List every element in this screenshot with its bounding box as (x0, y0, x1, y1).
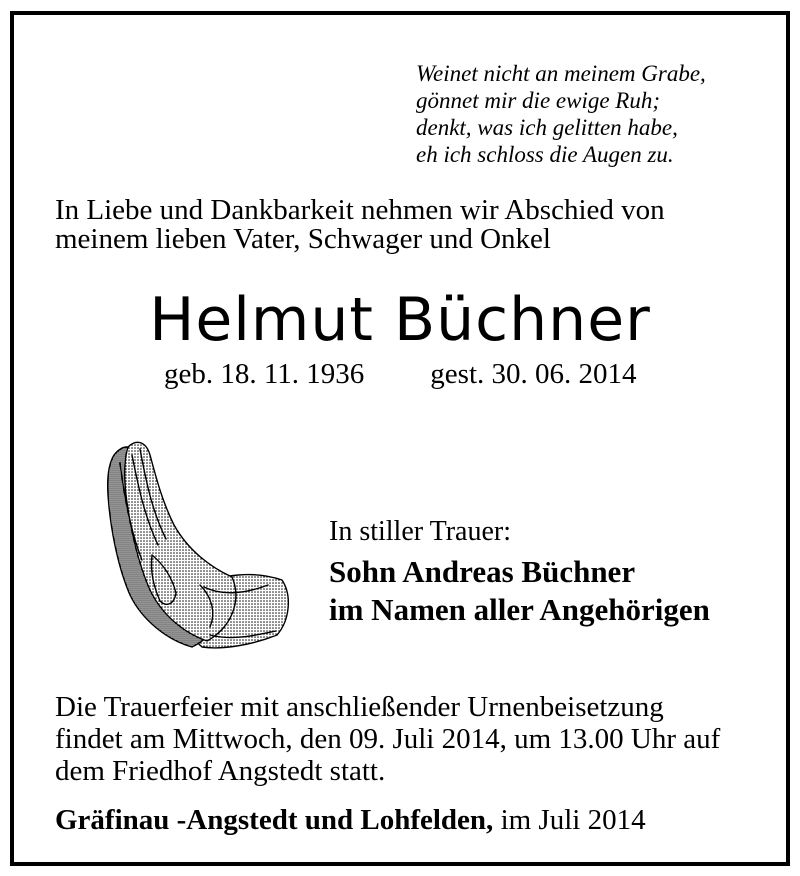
poem-line: eh ich schloss die Augen zu. (416, 142, 674, 167)
intro-line-1: In Liebe und Dankbarkeit nehmen wir Abschied von (55, 194, 665, 226)
memorial-poem (416, 60, 706, 168)
funeral-line-3: dem Friedhof Angstedt statt. (55, 755, 386, 787)
poem-line: gönnet mir die ewige Ruh; (416, 88, 661, 113)
mourning-label: In stiller Trauer: (329, 516, 511, 547)
mourners-block (329, 515, 710, 629)
mourner-relatives: im Namen aller Angehörigen (329, 592, 710, 627)
closing-line (55, 803, 646, 837)
birth-date: geb. 18. 11. 1936 (164, 358, 365, 390)
life-dates (164, 357, 637, 391)
funeral-notice (55, 691, 750, 787)
deceased-name: Helmut Büchner (149, 285, 651, 355)
death-date: gest. 30. 06. 2014 (430, 358, 637, 390)
intro-line-2: meinem lieben Vater, Schwager und Onkel (55, 223, 551, 255)
farewell-intro (55, 196, 750, 254)
mourner-name: Sohn Andreas Büchner (329, 554, 636, 589)
praying-hands-icon (92, 435, 292, 660)
funeral-line-2: findet am Mittwoch, den 09. Juli 2014, um 13.00 Uhr auf (55, 723, 721, 755)
poem-line: Weinet nicht an meinem Grabe, (416, 61, 706, 86)
closing-date: im Juli 2014 (500, 804, 646, 836)
funeral-line-1: Die Trauerfeier mit anschließender Urnenbeisetzung (55, 691, 664, 723)
obituary-card (10, 11, 790, 866)
closing-place: Gräfinau -Angstedt und Lohfelden, (55, 804, 494, 836)
poem-line: denkt, was ich gelitten habe, (416, 115, 678, 140)
